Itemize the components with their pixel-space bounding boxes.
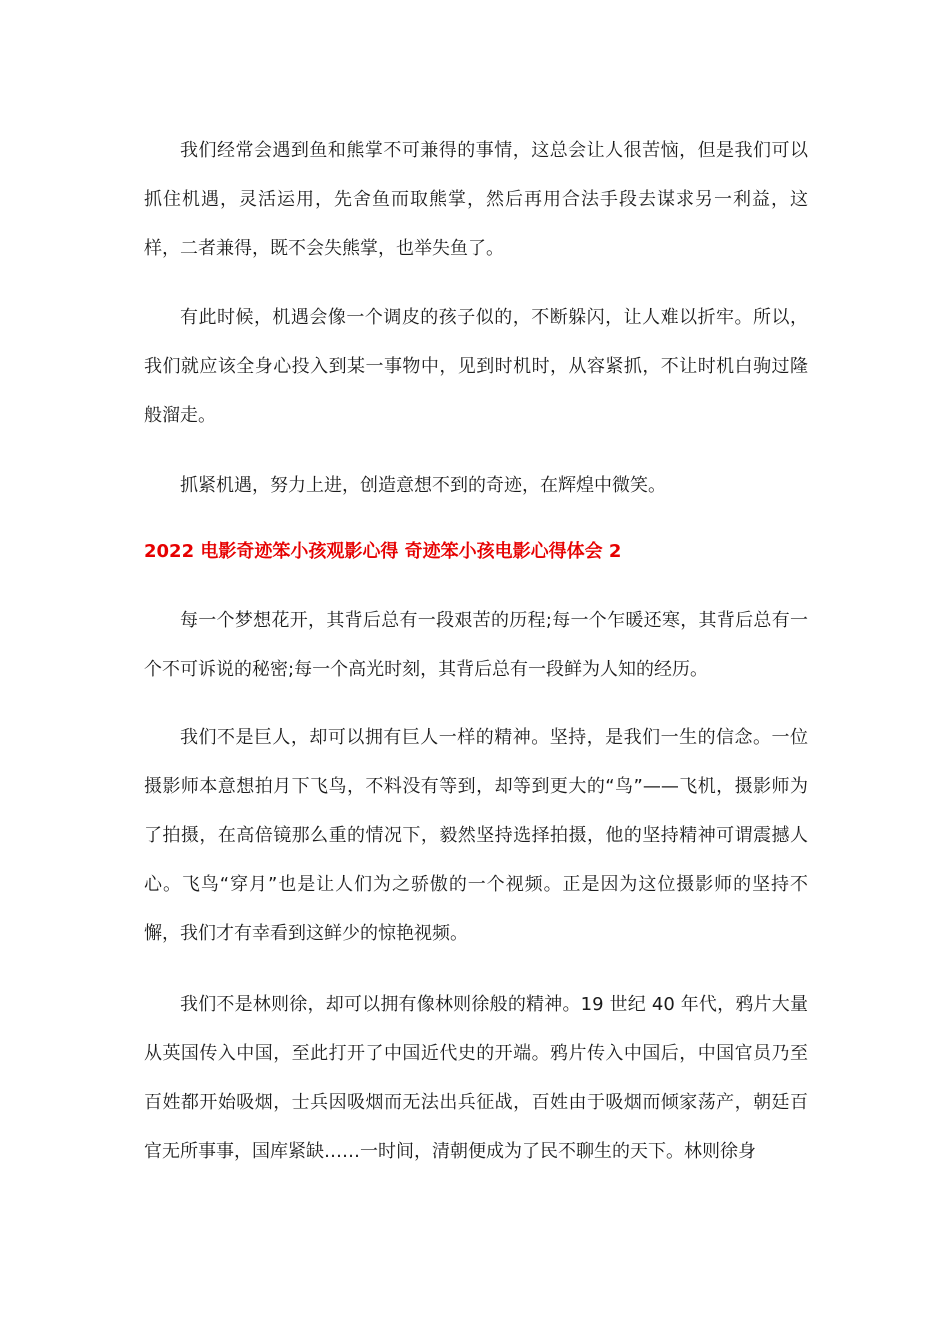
paragraph-seize-opportunity: 抓紧机遇，努力上进，创造意想不到的奇迹，在辉煌中微笑。 bbox=[180, 475, 666, 496]
paragraph-lin-zexu: 我们不是林则徐，却可以拥有像林则徐般的精神。19 世纪 40 年代，鸦片大量从英国传入中国，至此打开了中国近代史的开端。鸦片传入中国后，中国官员乃至百姓都开始吸烟，士兵因吸烟而无法出兵征战，百姓由于吸烟而倾家荡产，朝廷百官无所事事，国库紧缺……一时间，清朝便成为了民不聊生的天下。林则徐身 bbox=[144, 994, 808, 1162]
paragraph-giant-spirit: 我们不是巨人，却可以拥有巨人一样的精神。坚持，是我们一生的信念。一位摄影师本意想拍月下飞鸟，不料没有等到，却等到更大的“鸟”——飞机，摄影师为了拍摄，在高倍镜那么重的情况下，毅然坚持选择拍摄，他的坚持精神可谓震撼人心。飞鸟“穿月”也是让人们为之骄傲的一个视频。正是因为这位摄影师的坚持不懈，我们才有幸看到这鲜少的惊艳视频。 bbox=[144, 727, 808, 944]
paragraph-opportunity-dodges: 有此时候，机遇会像一个调皮的孩子似的，不断躲闪，让人难以折牢。所以，我们就应该全身心投入到某一事物中，见到时机时，从容紧抓，不让时机白驹过隆般溜走。 bbox=[144, 307, 808, 426]
paragraph-dreams-bloom: 每一个梦想花开，其背后总有一段艰苦的历程;每一个乍暖还寒，其背后总有一个不可诉说的秘密;每一个高光时刻，其背后总有一段鲜为人知的经历。 bbox=[144, 610, 808, 680]
paragraph-fish-and-bear-paw: 我们经常会遇到鱼和熊掌不可兼得的事情，这总会让人很苦恼，但是我们可以抓住机遇，灵活运用，先舍鱼而取熊掌，然后再用合法手段去谋求另一利益，这样，二者兼得，既不会失熊掌，也举失鱼了。 bbox=[144, 140, 808, 259]
section-heading: 2022 电影奇迹笨小孩观影心得 奇迹笨小孩电影心得体会 2 bbox=[144, 541, 622, 562]
